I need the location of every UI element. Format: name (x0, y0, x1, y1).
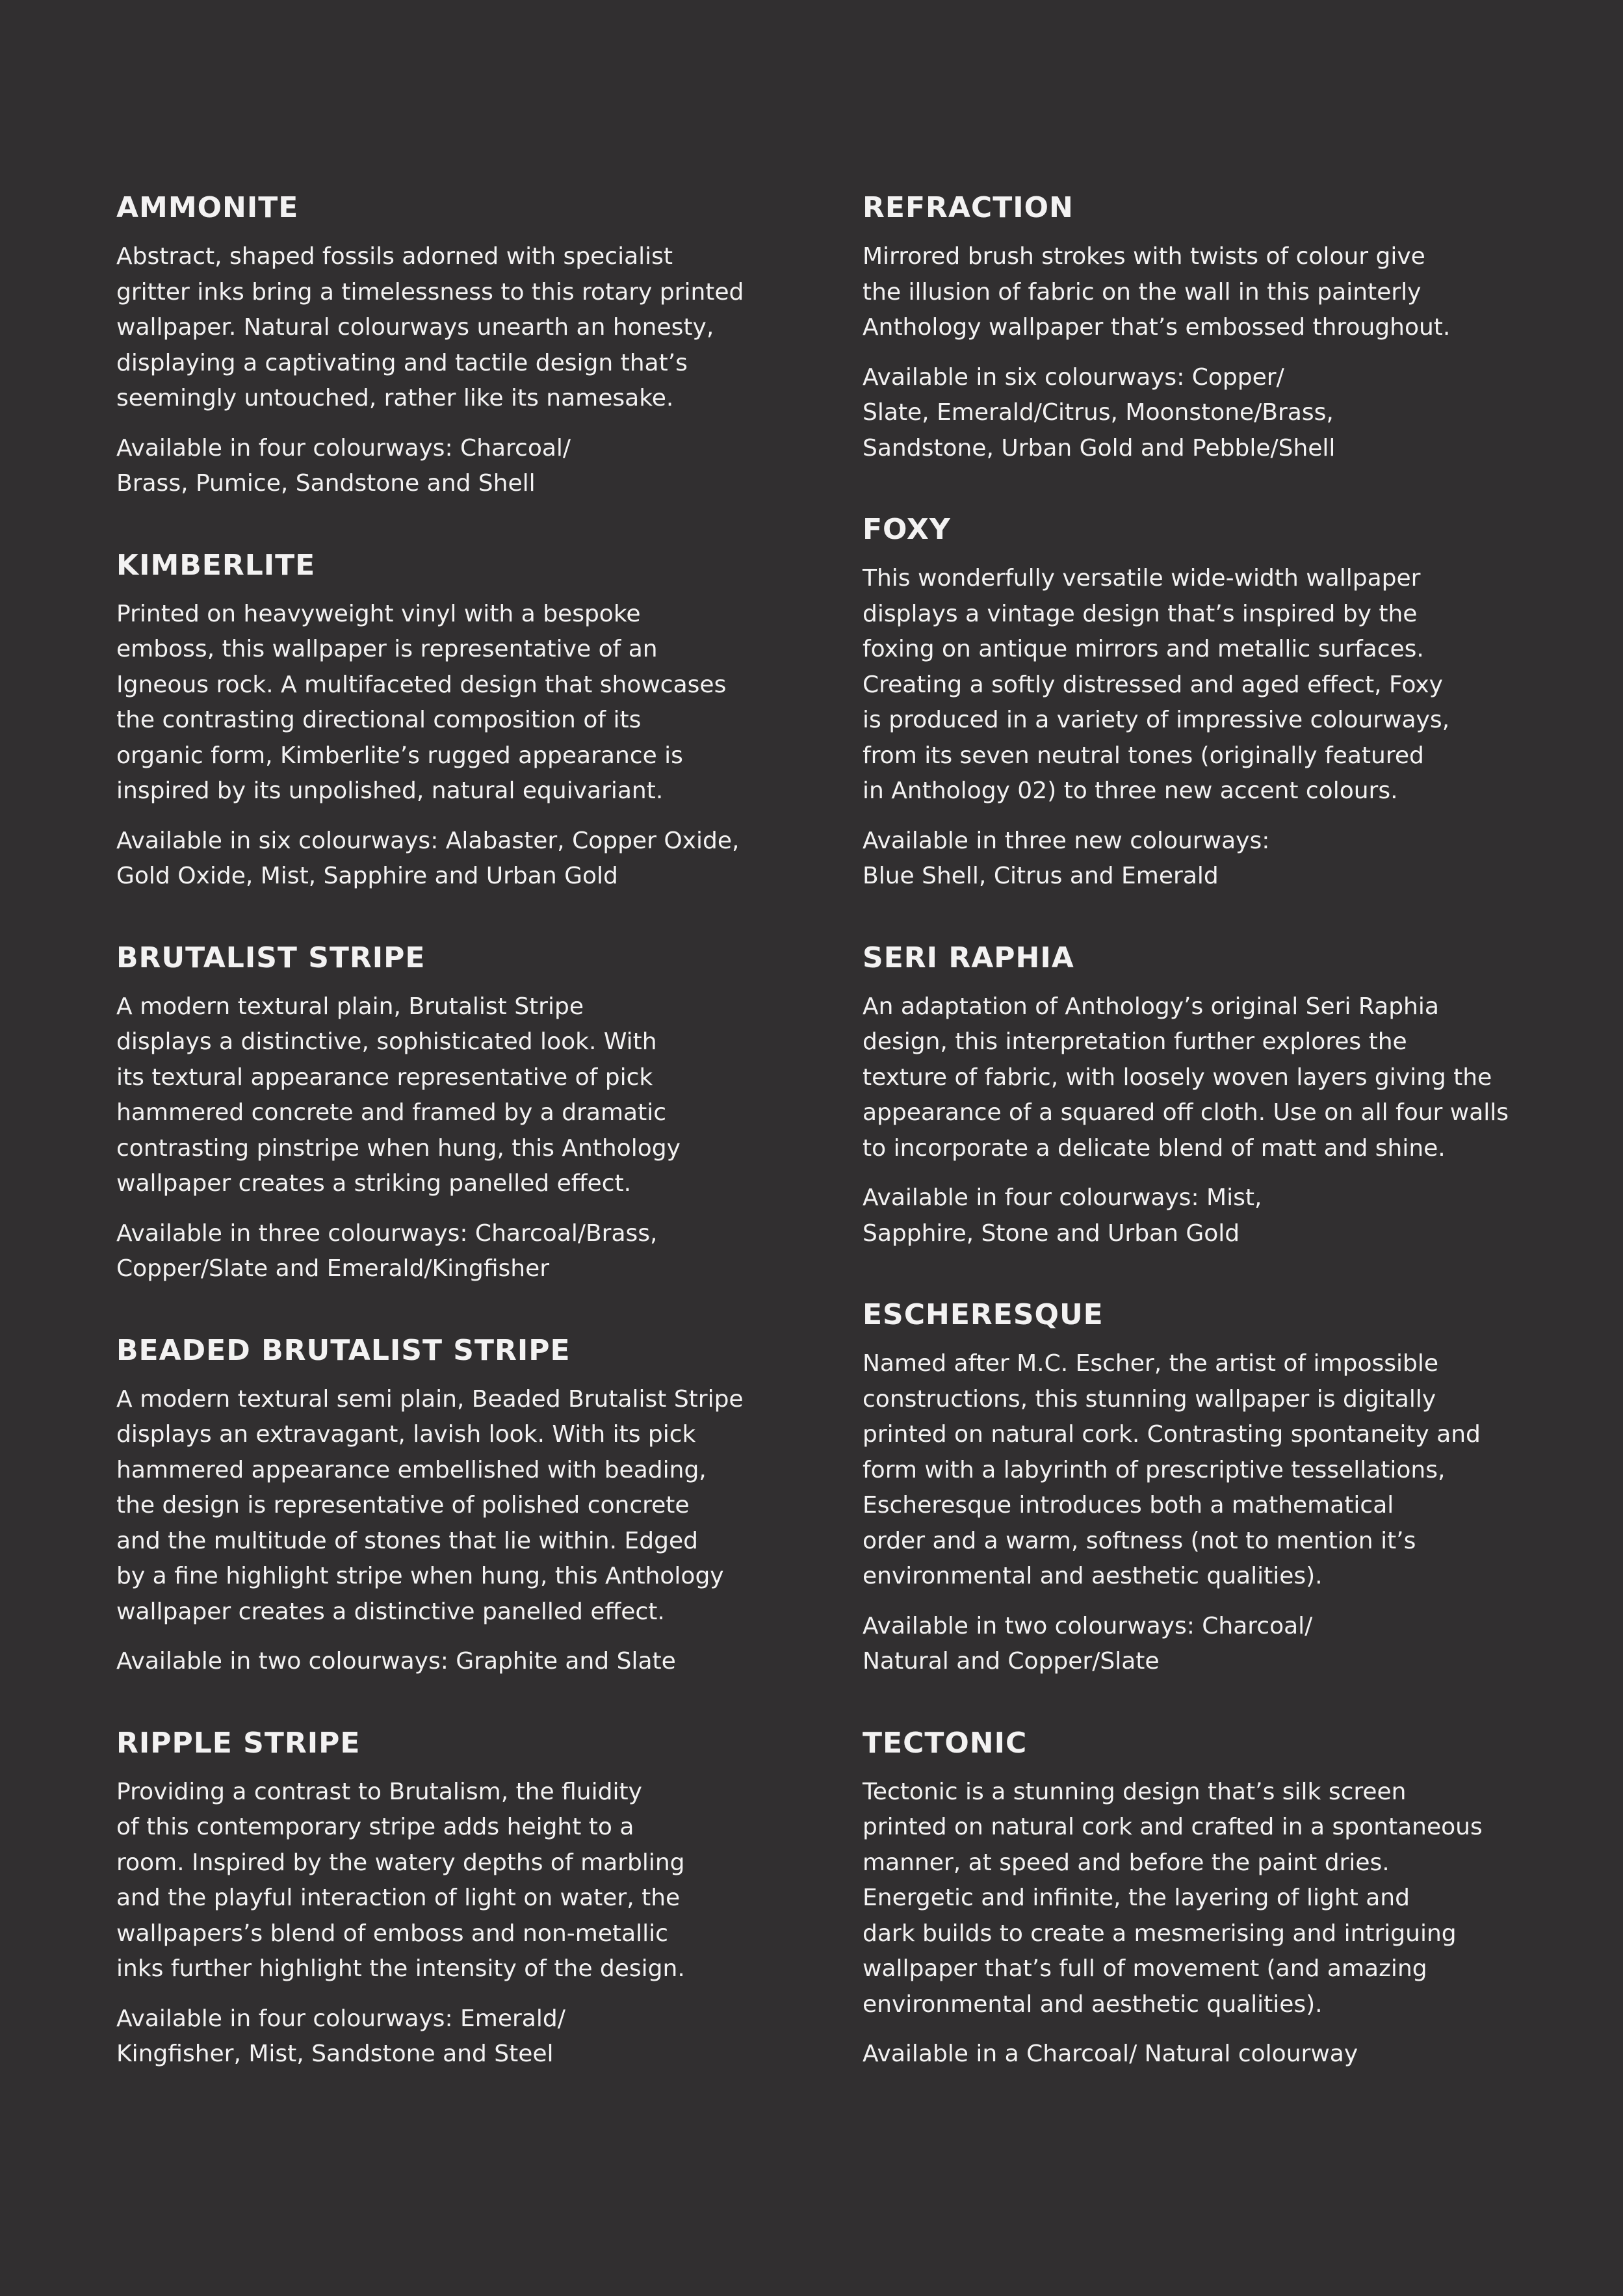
entry-availability: Available in four colourways: Mist, Sapphire, Stone and Urban Gold (863, 1184, 1262, 1247)
entry-title: FOXY (863, 513, 951, 546)
entry-availability: Available in four colourways: Emerald/ Kingfisher, Mist, Sandstone and Steel (116, 2005, 565, 2067)
entry-foxy (863, 510, 1513, 894)
entry-availability: Available in three new colourways: Blue Shell, Citrus and Emerald (863, 827, 1270, 889)
entry-title: TECTONIC (863, 1726, 1028, 1760)
entry-title: AMMONITE (116, 191, 299, 224)
entry-title: BEADED BRUTALIST STRIPE (116, 1333, 571, 1367)
entry-availability: Available in a Charcoal/ Natural colourway (863, 2041, 1358, 2067)
entry-description: Printed on heavyweight vinyl with a bespoke emboss, this wallpaper is representative of an Igneous rock. A multifaceted design that showcases the contrasting directional composition of its organic form, Kimberlite’s rugged appearance is inspired by its unpolished, natural equivariant. (116, 600, 727, 804)
entry-tectonic (863, 1724, 1513, 2072)
entry-seri-raphia (863, 939, 1513, 1252)
entry-availability: Available in six colourways: Copper/ Slate, Emerald/Citrus, Moonstone/Brass, Sandstone, Urban Gold and Pebble/Shell (863, 363, 1336, 462)
entry-description: Mirrored brush strokes with twists of colour give the illusion of fabric on the wall in this painterly Anthology wallpaper that’s embossed throughout. (863, 243, 1451, 341)
entry-ammonite (116, 189, 766, 502)
entry-availability: Available in two colourways: Graphite and Slate (116, 1648, 676, 1675)
entry-title: KIMBERLITE (116, 548, 316, 582)
entry-availability: Available in two colourways: Charcoal/ Natural and Copper/Slate (863, 1612, 1313, 1675)
entry-description: A modern textural semi plain, Beaded Brutalist Stripe displays an extravagant, lavish look. With its pick hammered appearance embellished with beading, the design is representative of polished concrete and the multitude of stones that lie within. Edged by a fine highlight stripe when hung, this Anthology wallpaper creates a distinctive panelled effect. (116, 1385, 744, 1625)
entry-description: Providing a contrast to Brutalism, the fluidity of this contemporary stripe adds height to a room. Inspired by the watery depths of marbling and the playful interaction of light on water, the wallpapers’s blend of emboss and non-metallic inks further highlight the intensity of the design. (116, 1778, 685, 1982)
entry-description: An adaptation of Anthology’s original Seri Raphia design, this interpretation further explores the texture of fabric, with loosely woven layers giving the appearance of a squared off cloth. Use on all four walls to incorporate a delicate blend of matt and shine. (863, 993, 1509, 1162)
entry-title: SERI RAPHIA (863, 941, 1074, 974)
entry-refraction (863, 189, 1513, 466)
entry-description: This wonderfully versatile wide-width wallpaper displays a vintage design that’s inspired by the foxing on antique mirrors and metallic surfaces. Creating a softly distressed and aged effect, Foxy is produced in a variety of impressive colourways, from its seven neutral tones (originally featured in Anthology 02) to three new accent colours. (863, 565, 1450, 804)
entry-availability: Available in four colourways: Charcoal/ Brass, Pumice, Sandstone and Shell (116, 434, 571, 497)
entry-kimberlite (116, 546, 766, 894)
left-column (116, 189, 766, 2117)
right-column (863, 189, 1513, 2117)
entry-title: REFRACTION (863, 191, 1074, 224)
entry-availability: Available in six colourways: Alabaster, Copper Oxide, Gold Oxide, Mist, Sapphire and Urban Gold (116, 827, 740, 889)
entry-title: BRUTALIST STRIPE (116, 941, 426, 974)
entry-beaded-brutalist-stripe (116, 1331, 766, 1680)
entry-ripple-stripe (116, 1724, 766, 2072)
entry-title: RIPPLE STRIPE (116, 1726, 361, 1760)
entry-description: Abstract, shaped fossils adorned with specialist gritter inks bring a timelessness to this rotary printed wallpaper. Natural colourways unearth an honesty, displaying a captivating and tactile design that’s seemingly untouched, rather like its namesake. (116, 243, 744, 411)
entry-availability: Available in three colourways: Charcoal/Brass, Copper/Slate and Emerald/Kingfisher (116, 1220, 658, 1282)
entry-brutalist-stripe (116, 939, 766, 1287)
entry-title: ESCHERESQUE (863, 1298, 1104, 1331)
entry-description: A modern textural plain, Brutalist Stripe displays a distinctive, sophisticated look. With its textural appearance representative of pick hammered concrete and framed by a dramatic contrasting pinstripe when hung, this Anthology wallpaper creates a striking panelled effect. (116, 993, 681, 1197)
entry-description: Tectonic is a stunning design that’s silk screen printed on natural cork and crafted in a spontaneous manner, at speed and before the paint dries. Energetic and infinite, the layering of light and dark builds to create a mesmerising and intriguing wallpaper that’s full of movement (and amazing environmental and aesthetic qualities). (863, 1778, 1483, 2018)
entry-escheresque (863, 1296, 1513, 1680)
entry-description: Named after M.C. Escher, the artist of impossible constructions, this stunning wallpaper is digitally printed on natural cork. Contrasting spontaneity and form with a labyrinth of prescriptive tessellations, Escheresque introduces both a mathematical order and a warm, softness (not to mention it’s environmental and aesthetic qualities). (863, 1350, 1481, 1589)
